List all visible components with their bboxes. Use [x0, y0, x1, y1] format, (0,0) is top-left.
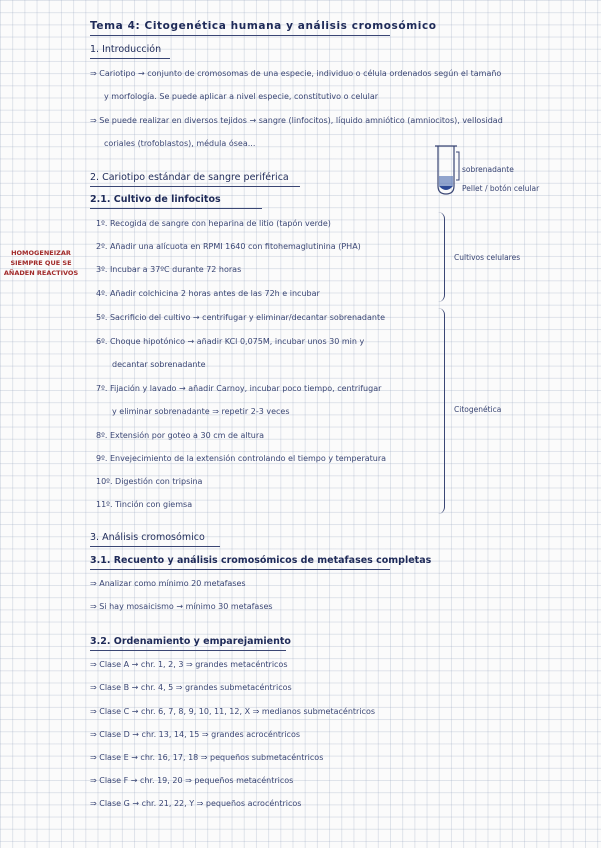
step-3: 3º. Incubar a 37ºC durante 72 horas	[96, 265, 242, 274]
class-e: ⇒ Clase E → chr. 16, 17, 18 ⇒ pequeños submetacéntricos	[90, 753, 324, 762]
section-2-1-underline	[90, 208, 262, 209]
step-2: 2º. Añadir una alícuota en RPMI 1640 con fitohemaglutinina (PHA)	[96, 242, 361, 251]
class-f: ⇒ Clase F → chr. 19, 20 ⇒ pequeños metacéntricos	[90, 776, 294, 785]
s1-bullet-2-cont: coriales (trofoblastos), médula ósea...	[104, 139, 256, 148]
step-11: 11º. Tinción con giemsa	[96, 500, 193, 509]
step-4: 4º. Añadir colchicina 2 horas antes de las 72h e incubar	[96, 289, 320, 298]
page-title: Tema 4: Citogenética humana y análisis cromosómico	[90, 20, 437, 32]
class-d: ⇒ Clase D → chr. 13, 14, 15 ⇒ grandes acrocéntricos	[90, 730, 301, 739]
step-7-cont: y eliminar sobrenadante ⇒ repetir 2-3 veces	[112, 407, 290, 416]
brace-label-citogenetica: Citogenética	[454, 405, 502, 414]
s3-bullet-1: ⇒ Analizar como mínimo 20 metafases	[90, 579, 246, 588]
brace-label-cultivos: Cultivos celulares	[454, 253, 521, 262]
step-8: 8º. Extensión por goteo a 30 cm de altura	[96, 431, 265, 440]
section-3-2-heading: 3.2. Ordenamiento y emparejamiento	[90, 636, 291, 647]
brace-citogenetica	[438, 308, 445, 514]
s1-bullet-1: ⇒ Cariotipo → conjunto de cromosomas de una especie, individuo o célula ordenados según el tamaño	[90, 69, 502, 78]
step-10: 10º. Digestión con tripsina	[96, 477, 203, 486]
section-2-underline	[90, 186, 300, 187]
margin-note-line-2: SIEMPRE QUE SE	[10, 259, 72, 267]
s3-bullet-2: ⇒ Si hay mosaicismo → mínimo 30 metafases	[90, 602, 273, 611]
class-c: ⇒ Clase C → chr. 6, 7, 8, 9, 10, 11, 12, X ⇒ medianos submetacéntricos	[90, 707, 376, 716]
section-3-1-underline	[90, 569, 390, 570]
section-3-2-underline	[90, 650, 286, 651]
class-b: ⇒ Clase B → chr. 4, 5 ⇒ grandes submetacéntricos	[90, 683, 292, 692]
margin-note	[2, 248, 80, 278]
section-3-underline	[90, 546, 220, 547]
s1-bullet-2: ⇒ Se puede realizar en diversos tejidos → sangre (linfocitos), líquido amniótico (amniocitos), vellosidad	[90, 116, 503, 125]
step-9: 9º. Envejecimiento de la extensión controlando el tiempo y temperatura	[96, 454, 387, 463]
step-1: 1º. Recogida de sangre con heparina de litio (tapón verde)	[96, 219, 331, 228]
section-1-underline	[90, 58, 170, 59]
tube-label-pellet: Pellet / botón celular	[462, 184, 540, 193]
s1-bullet-1-cont: y morfología. Se puede aplicar a nivel especie, constitutivo o celular	[104, 92, 379, 101]
step-6-cont: decantar sobrenadante	[112, 360, 206, 369]
section-3-1-heading: 3.1. Recuento y análisis cromosómicos de metafases completas	[90, 555, 432, 566]
section-2-heading: 2. Cariotipo estándar de sangre periférica	[90, 172, 289, 183]
section-2-1-heading: 2.1. Cultivo de linfocitos	[90, 194, 221, 205]
step-7: 7º. Fijación y lavado → añadir Carnoy, incubar poco tiempo, centrifugar	[96, 384, 382, 393]
class-g: ⇒ Clase G → chr. 21, 22, Y ⇒ pequeños acrocéntricos	[90, 799, 302, 808]
section-3-heading: 3. Análisis cromosómico	[90, 532, 205, 543]
step-6: 6º. Choque hipotónico → añadir KCl 0,075M, incubar unos 30 min y	[96, 337, 365, 346]
title-underline	[90, 35, 390, 36]
tube-label-supernatant: sobrenadante	[462, 165, 514, 174]
step-5: 5º. Sacrificio del cultivo → centrifugar y eliminar/decantar sobrenadante	[96, 313, 386, 322]
class-a: ⇒ Clase A → chr. 1, 2, 3 ⇒ grandes metacéntricos	[90, 660, 288, 669]
section-1-heading: 1. Introducción	[90, 44, 162, 55]
brace-cultivos	[438, 212, 445, 302]
margin-note-line-1: HOMOGENEIZAR	[11, 249, 71, 257]
margin-note-line-3: AÑADEN REACTIVOS	[3, 269, 79, 277]
